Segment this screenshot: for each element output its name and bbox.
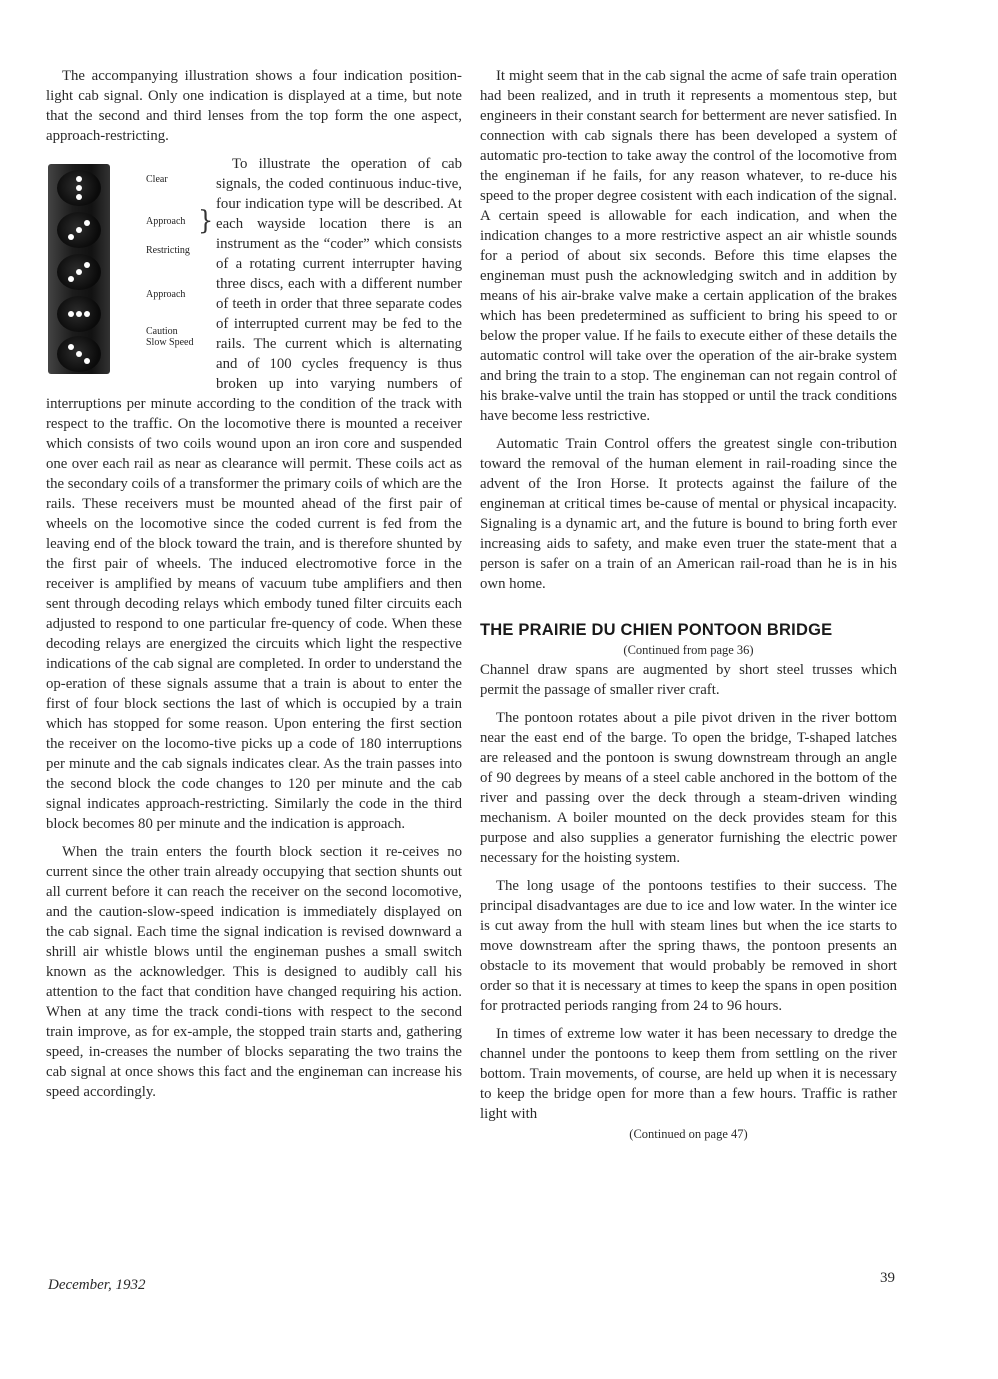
page-number: 39 [880, 1270, 895, 1286]
brace-icon: } [198, 204, 214, 236]
lamp-light [84, 311, 90, 317]
lamp-light [76, 227, 82, 233]
footer-date: December, 1932 [48, 1277, 146, 1293]
lamp-light [68, 276, 74, 282]
signal-lamp [57, 170, 101, 206]
lamp-light [76, 269, 82, 275]
paragraph: The pontoon rotates about a pile pivot driven in the river bottom near the east end of the barge. To open the bridge, T-shaped latches are released and the pontoon is swung downstream through an angle of 90 degrees by means of a steel cable anchored in the bottom of the river and passing over the deck through a steam-driven winding mechanism. A boiler mounted on the deck provides steam for this purpose and also supplies a generator furnishing the electric power necessary for the hoisting system. [480, 710, 897, 866]
paragraph: Automatic Train Control offers the greatest single con-tribution toward the removal of the human element in rail-roading since the advent of the Iron Horse. It protects against the failure of the engineman at critical times be-cause of mental or physical incapacity. Signaling is a dynamic art, and the future is bound to bring forth ever increasing aids to safety, and make even truer the state-ment that a person is safer on a train of an American rail-road than he is in his own home. [480, 436, 897, 592]
signal-label: Approach [146, 289, 186, 300]
cab-signal-illustration [44, 160, 214, 382]
lamp-light [76, 194, 82, 200]
signal-label: Caution [146, 326, 178, 337]
signal-label: Restricting [146, 245, 190, 256]
paragraph: It might seem that in the cab signal the acme of safe train operation had been realized, and in truth it represents a momentous step, but engineers in their constant search for betterment are never satisfied. In connection with cab signals there has been developed a system of automatic pro-tection to take away the control of the locomotive from the engineman if he fails, for any reason whatever, to re-duce his speed to the proper degree cosistent with each indication of the signal. A certain speed is allowable for each indication, and when the indication changes to a more restrictive aspect an air whistle sounds for a period of about six seconds. Before this time elapses the engineman must push the acknowledging switch and in addition by means of his air-brake valve make a certain application of the brakes which has been predetermined as sufficient to bring his speed to or below the proper value. If he fails to execute either of these details the automatic control will take over the operation of the air-brake system and bring the train to a stop. The engineman can not regain control of his brake-valve until the train has stopped or until the track conditions have become less restrictive. [480, 68, 897, 424]
right-column [480, 66, 897, 1142]
section-heading: THE PRAIRIE DU CHIEN PONTOON BRIDGE [480, 621, 833, 639]
paragraph: The accompanying illustration shows a four indication position-light cab signal. Only one indication is displayed at a time, but note that the second and third lenses from the top form the one aspect, approach-restricting. [46, 68, 462, 144]
signal-lamp [57, 254, 101, 290]
signal-lamp [57, 296, 101, 332]
lamp-light [84, 262, 90, 268]
lamp-light [68, 344, 74, 350]
continued-from-note: (Continued from page 36) [623, 643, 754, 657]
left-column [46, 66, 462, 1110]
signal-label: Slow Speed [146, 337, 194, 348]
paragraph: Channel draw spans are augmented by short steel trusses which permit the passage of smaller river craft. [480, 662, 897, 698]
lamp-light [76, 351, 82, 357]
signal-lamp [57, 336, 101, 372]
cab-signal-housing [48, 164, 110, 374]
lamp-light [76, 176, 82, 182]
signal-lamp [57, 212, 101, 248]
signal-label: Approach [146, 216, 186, 227]
paragraph: The long usage of the pontoons testifies to their success. The principal disadvantages are due to ice and low water. In the winter ice is cut away from the hull with steam lines but when the ice starts to move downstream after the spring thaws, the pontoon presents an obstacle to its movement that would probably be removed in short order so that it is necessary at times to keep the spans in open position for protracted periods ranging from 24 to 96 hours. [480, 878, 897, 1014]
lamp-light [76, 311, 82, 317]
paragraph: In times of extreme low water it has been necessary to dredge the channel under the pontoons to keep them from settling on the river bottom. Train movements, of course, are held up when it is necessary to keep the bridge open for more than a few hours. Traffic is rather light with [480, 1026, 897, 1122]
lamp-light [68, 234, 74, 240]
continued-on-note: (Continued on page 47) [629, 1127, 748, 1141]
lamp-light [68, 311, 74, 317]
lamp-light [84, 358, 90, 364]
signal-label: Clear [146, 174, 168, 185]
paragraph: Clear Approach Restricting Approach Caution Slow Speed } To illustrate the operation of cab signals, the coded continuous induc-tive, four indication type will be described. At each wayside location there is an instrument as the “coder” which consists of a rotating current interrupter having three discs, each with a different number of teeth in order that three separate codes of interrupted current may be fed to the rails. The current which is alternating and of 100 cycles frequency is thus broken up into varying numbers of interruptions per minute according to the condition of the track with respect to the traffic. On the locomotive there is mounted a receiver which consists of two coils wound upon an iron core and suspended one over each rail as near as clearance will permit. These coils act as the secondary coils of a transformer the primary coils of which are the rails. These receivers must be mounted ahead of the first pair of wheels on the locomotive since the coded current is fed from the leaving end of the block toward the train, and is therefore shunted by the first pair of wheels. The induced electromotive force in the receiver is amplified by means of vacuum tube amplifiers and then sent through decoding relays which embody tuned filter circuits each adjusted to respond to one particular fre-quency of code. When these decoding relays are energized the circuits which light the respective indications of the cab signal are completed. In order to understand the op-eration of these signals assume that a train is about to enter the first of four block sections the last of which is occupied by a train which has stopped for some reason. Upon entering the first section the receiver on the locomo-tive picks up a code of 180 interruptions per minute and the cab signals indicates clear. As the train passes into the second block the code changes to 120 per minute and the cab signal indicates approach-restricting. Similarly the code in the third block becomes 80 per minute and the indication is approach. [46, 156, 462, 832]
lamp-light [84, 220, 90, 226]
paragraph: When the train enters the fourth block section it re-ceives no current since the other train already occupying that section shunts out all current before it can reach the receiver on the second locomotive, and the caution-slow-speed indication is immediately displayed on the cab signal. Each time the signal indication is revised downward a shrill air whistle blows until the engineman pushes a small switch known as the acknowledger. This is designed to audibly call his attention to the fact that condition have changed requiring his action. When at any time the track condi-tions with respect to the second train improve, as for ex-ample, the stopped train starts and, gathering speed, in-creases the number of blocks separating the two trains the cab signal at once shows this fact and the engineman can increase his speed accordingly. [46, 844, 462, 1100]
lamp-light [76, 185, 82, 191]
